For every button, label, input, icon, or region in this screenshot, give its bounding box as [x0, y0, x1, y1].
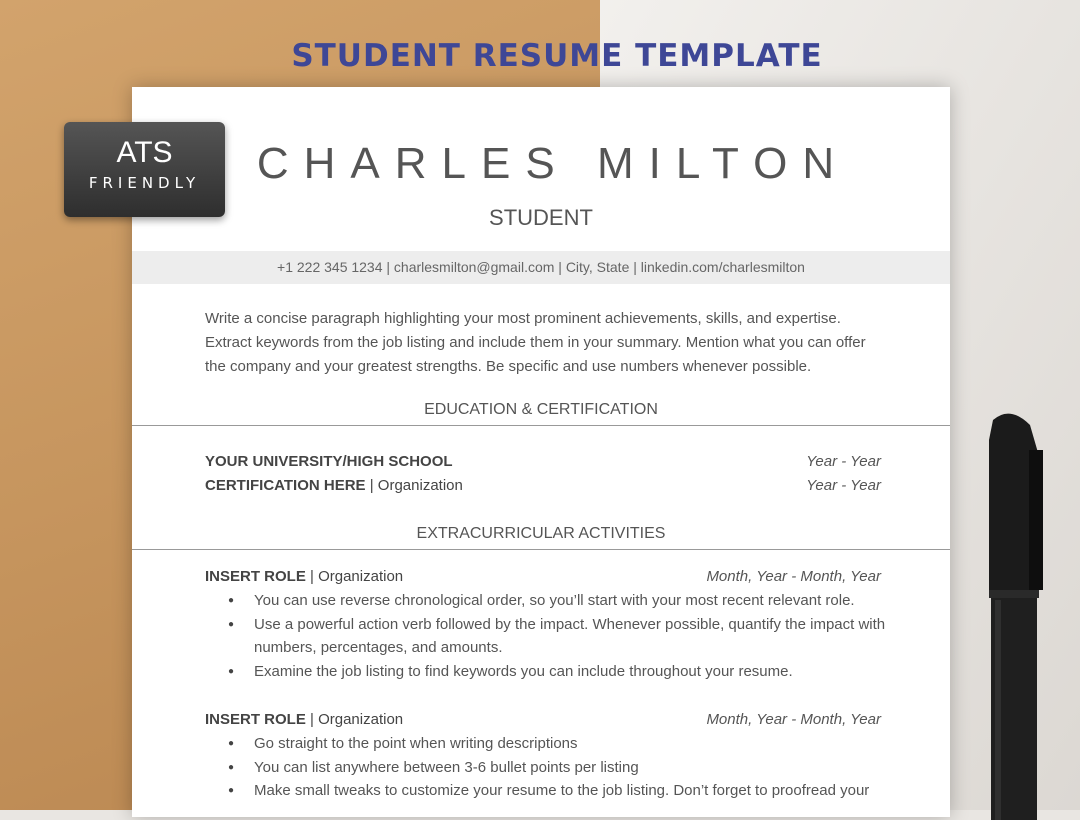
item-title: INSERT ROLE	[205, 711, 306, 728]
activity-bullets	[228, 732, 888, 803]
bullet-item: ● Use a powerful action verb followed by the impact. Whenever possible, quantify the impact with numbers, percentages, and amounts.	[228, 613, 888, 660]
activity-item	[205, 711, 881, 728]
activity-item	[205, 568, 881, 585]
bullet-item: ● Go straight to the point when writing descriptions	[228, 732, 888, 756]
ats-friendly-badge	[64, 122, 225, 217]
item-dates: Month, Year - Month, Year	[706, 711, 881, 728]
item-title: INSERT ROLE	[205, 568, 306, 585]
item-title: YOUR UNIVERSITY/HIGH SCHOOL	[205, 453, 453, 470]
education-item	[205, 477, 881, 494]
pen-icon	[985, 410, 1045, 820]
item-title: CERTIFICATION HERE	[205, 477, 366, 494]
contact-bar: +1 222 345 1234 | charlesmilton@gmail.com | City, State | linkedin.com/charlesmilton	[132, 251, 950, 284]
item-org: | Organization	[305, 711, 404, 728]
item-dates: Month, Year - Month, Year	[706, 568, 881, 585]
bullet-item: ● Examine the job listing to find keywords you can include throughout your resume.	[228, 660, 888, 684]
education-heading: EDUCATION & CERTIFICATION	[132, 401, 950, 426]
resume-role: STUDENT	[489, 205, 593, 230]
activity-bullets	[228, 589, 888, 684]
item-org: | Organization	[305, 568, 404, 585]
education-item	[205, 453, 881, 470]
badge-line1: ATS	[116, 136, 173, 169]
item-dates: Year - Year	[806, 477, 881, 494]
resume-page	[132, 87, 950, 817]
item-dates: Year - Year	[806, 453, 881, 470]
banner-title: STUDENT RESUME TEMPLATE	[291, 38, 823, 74]
bullet-item: ● You can use reverse chronological order, so you’ll start with your most recent relevant role.	[228, 589, 888, 613]
bullet-item: ● Make small tweaks to customize your resume to the job listing. Don’t forget to proofread your	[228, 779, 888, 803]
resume-name: CHARLES MILTON	[256, 139, 850, 188]
bullet-item: ● You can list anywhere between 3-6 bullet points per listing	[228, 756, 888, 780]
summary-paragraph: Write a concise paragraph highlighting your most prominent achievements, skills, and expertise. Extract keywords from the job listing and include them in your summary. Mention what you can offer the company and your greatest strengths. Be specific and use numbers whenever possible.	[205, 310, 866, 375]
badge-line2: FRIENDLY	[88, 174, 201, 192]
item-org: | Organization	[365, 477, 463, 494]
activities-heading: EXTRACURRICULAR ACTIVITIES	[132, 525, 950, 550]
